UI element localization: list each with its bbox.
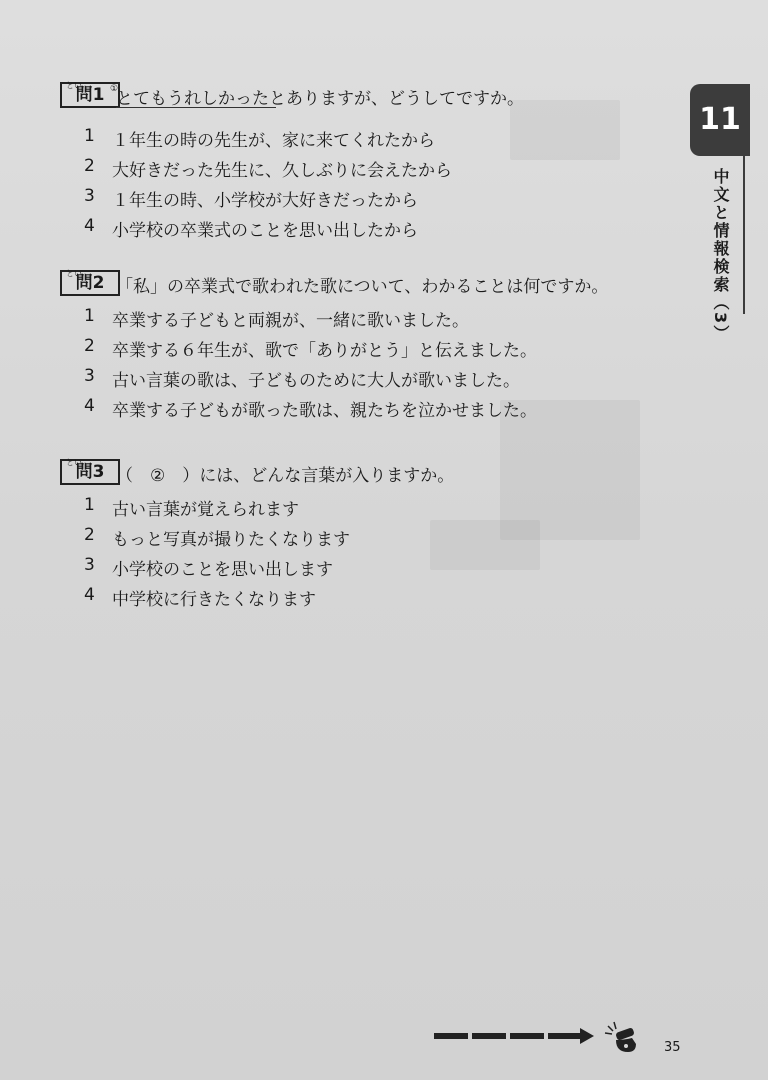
option-text: 卒業する子どもが歌った歌は、親たちを泣かせました。	[112, 401, 537, 421]
option-text: 中学校に行きたくなります	[112, 590, 316, 610]
option-number: 3	[84, 555, 95, 575]
question-text: 「私」の卒業式で歌われた歌について、わかることは何ですか。	[116, 277, 609, 297]
option-text: 古い言葉が覚えられます	[112, 500, 299, 520]
chapter-title: 中文と情報検索（3）	[711, 168, 730, 344]
question-label-box	[60, 459, 120, 485]
bleed-through-shadow	[500, 400, 640, 540]
option-number: 4	[84, 585, 95, 605]
option-text: 小学校の卒業式のことを思い出したから	[112, 221, 418, 241]
question-text: とてもうれしかったとありますが、どうしてですか。	[116, 89, 524, 109]
question-label: 問2	[75, 273, 105, 293]
option-number: 1	[84, 495, 95, 515]
option-text: もっと写真が撮りたくなります	[112, 530, 350, 550]
option-text: 大好きだった先生に、久しぶりに会えたから	[112, 161, 452, 181]
option-text: 小学校のことを思い出します	[112, 560, 333, 580]
option-number: 2	[84, 336, 95, 356]
option-text: １年生の時の先生が、家に来てくれたから	[112, 131, 435, 151]
question-text: （ ② ）には、どんな言葉が入りますか。	[116, 466, 455, 486]
option-number: 2	[84, 156, 95, 176]
question-label: 問1	[75, 85, 105, 105]
question-label-ruby: とい	[66, 81, 82, 90]
question-underline	[116, 107, 276, 108]
option-number: 1	[84, 306, 95, 326]
option-number: 4	[84, 216, 95, 236]
question-label-ruby: とい	[66, 269, 82, 278]
pointing-hand-icon	[604, 1020, 640, 1056]
option-text: 卒業する６年生が、歌で「ありがとう」と伝えました。	[112, 341, 537, 361]
chapter-number-tab: 11	[690, 84, 750, 156]
option-number: 3	[84, 366, 95, 386]
option-number: 4	[84, 396, 95, 416]
next-page-arrow-icon	[434, 1030, 594, 1042]
page-number: 35	[664, 1040, 681, 1055]
option-number: 3	[84, 186, 95, 206]
option-number: 1	[84, 126, 95, 146]
underline-marker: ①	[110, 84, 119, 94]
option-text: 卒業する子どもと両親が、一緒に歌いました。	[112, 311, 469, 331]
bleed-through-shadow	[430, 520, 540, 570]
question-label-box	[60, 270, 120, 296]
option-text: １年生の時、小学校が大好きだったから	[112, 191, 418, 211]
bleed-through-shadow	[510, 100, 620, 160]
question-label-ruby: とい	[66, 458, 82, 467]
option-number: 2	[84, 525, 95, 545]
option-text: 古い言葉の歌は、子どものために大人が歌いました。	[112, 371, 520, 391]
question-label: 問3	[75, 462, 105, 482]
